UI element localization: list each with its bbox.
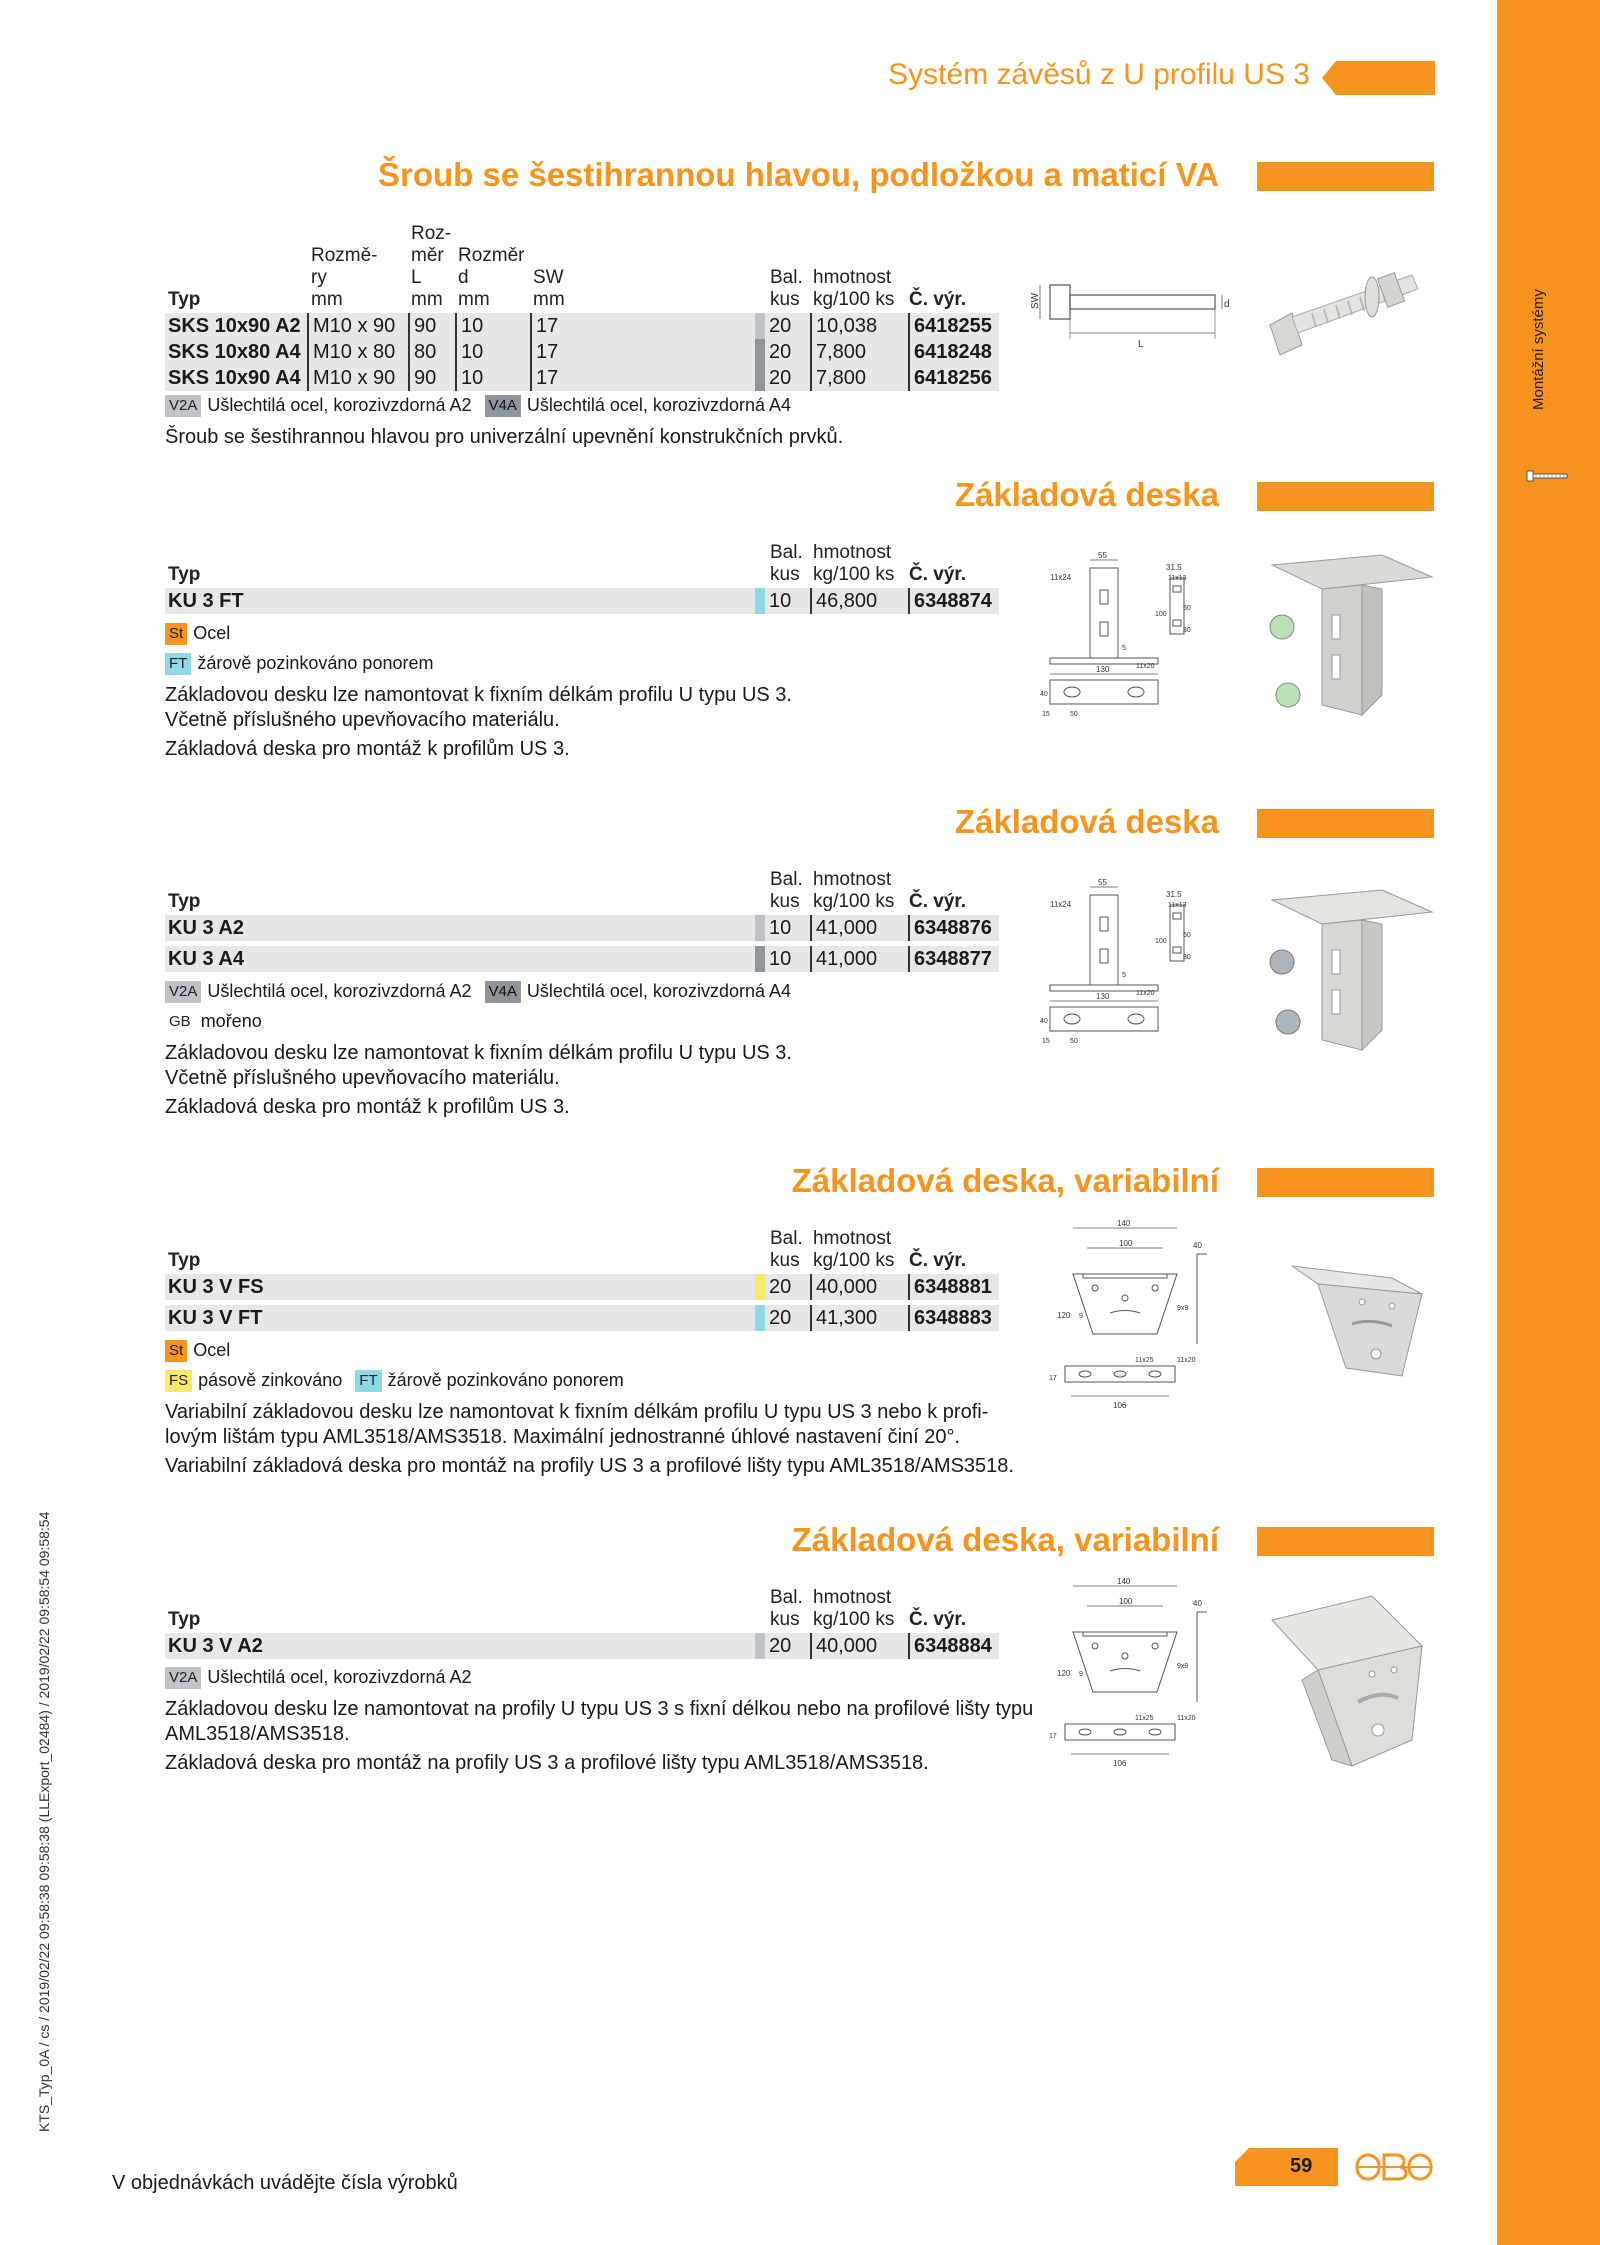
col-header-weight: hmotnost kg/100 ks xyxy=(813,542,895,585)
svg-text:100: 100 xyxy=(1119,1597,1133,1606)
svg-text:120: 120 xyxy=(1057,1669,1071,1678)
table-row: KU 3 A4 10 41,000 6348877 xyxy=(165,946,999,972)
description: Šroub se šestihrannou hlavou pro univerzální upevnění konstrukčních prvků. xyxy=(165,426,844,448)
legend-material: V2A Ušlechtilá ocel, korozivzdorná A2 V4A Ušlechtilá ocel, korozivzdorná A4 xyxy=(165,979,791,1003)
svg-text:17: 17 xyxy=(1049,1375,1057,1382)
legend-finish: FS pásově zinkováno FT žárově pozinkováno ponorem xyxy=(165,1368,624,1392)
page-number-tab xyxy=(1235,2148,1338,2186)
print-metadata: KTS_Typ_0A / cs / 2019/02/22 09:58:38 09:58:38 (LLExport_02484) / 2019/02/22 09:58:54 09:58:54 xyxy=(36,1511,52,2132)
legend-material: V2A Ušlechtilá ocel, korozivzdorná A2 V4A Ušlechtilá ocel, korozivzdorná A4 xyxy=(165,393,791,417)
col-header-weight: hmotnost kg/100 ks xyxy=(813,1587,895,1630)
col-header-weight: hmotnost kg/100 ks xyxy=(813,1228,895,1271)
base-plate-drawing xyxy=(1040,877,1190,1047)
svg-text:SW: SW xyxy=(1030,292,1041,309)
description: Základovou desku lze namontovat k fixním délkám profilu U typu US 3. Včetně příslušného upevňovacího materiálu. Základová deska pro montáž k profilům US 3. xyxy=(165,1042,792,1118)
svg-text:17: 17 xyxy=(1049,1733,1057,1740)
svg-text:5: 5 xyxy=(1122,972,1126,979)
col-header-typ: Typ xyxy=(168,1250,201,1271)
base-plate-photo xyxy=(1262,880,1442,1060)
svg-text:11x20: 11x20 xyxy=(1177,1357,1196,1364)
col-header-art: Č. výr. xyxy=(909,564,967,585)
sidebar-label: Montážní systémy xyxy=(1530,289,1547,410)
svg-text:9x9: 9x9 xyxy=(1177,1305,1189,1312)
svg-text:50: 50 xyxy=(1183,932,1191,939)
table-row: SKS 10x90 A2 M10 x 90 90 10 17 20 10,038 6418255 xyxy=(165,313,999,339)
svg-text:11x20: 11x20 xyxy=(1136,990,1155,997)
footer-note: V objednávkách uvádějte čísla výrobků xyxy=(112,2172,458,2194)
svg-text:11x20: 11x20 xyxy=(1136,663,1155,670)
svg-text:106: 106 xyxy=(1113,1759,1127,1768)
svg-text:130: 130 xyxy=(1096,992,1110,1001)
table-row: KU 3 V FT 20 41,300 6348883 xyxy=(165,1305,999,1331)
col-header-art: Č. výr. xyxy=(909,289,967,310)
col-header-weight: hmotnost kg/100 ks xyxy=(813,869,895,912)
svg-text:30: 30 xyxy=(1183,954,1191,961)
svg-text:40: 40 xyxy=(1193,1599,1202,1608)
svg-text:L: L xyxy=(1138,339,1144,350)
section-bar xyxy=(1257,162,1434,191)
svg-text:11x24: 11x24 xyxy=(1050,900,1072,909)
col-header-art: Č. výr. xyxy=(909,1250,967,1271)
svg-text:15: 15 xyxy=(1042,711,1050,718)
page-number: 59 xyxy=(1290,2155,1313,2177)
svg-text:50: 50 xyxy=(1183,605,1191,612)
col-header-dim1: Rozmě- ry mm xyxy=(311,245,378,310)
svg-text:140: 140 xyxy=(1117,1577,1131,1586)
svg-text:40: 40 xyxy=(1040,1018,1048,1025)
col-header-bal: Bal. kus xyxy=(770,1228,803,1271)
section-title: Základová deska, variabilní xyxy=(791,1162,1219,1199)
legend-finish: FT žárově pozinkováno ponorem xyxy=(165,651,433,675)
svg-text:100: 100 xyxy=(1155,938,1167,945)
variable-plate-drawing xyxy=(1035,1218,1215,1418)
svg-text:40: 40 xyxy=(1040,691,1048,698)
variable-plate-photo xyxy=(1262,1590,1442,1770)
svg-text:55: 55 xyxy=(1098,878,1107,887)
svg-text:9x9: 9x9 xyxy=(1177,1663,1189,1670)
col-header-weight: hmotnost kg/100 ks xyxy=(813,267,895,310)
col-header-dim2: Roz- měr L mm xyxy=(411,223,452,310)
col-header-bal: Bal. kus xyxy=(770,542,803,585)
page-header-title: Systém závěsů z U profilu US 3 xyxy=(888,58,1310,91)
svg-text:9: 9 xyxy=(1079,1313,1083,1320)
table-row: KU 3 V FS 20 40,000 6348881 xyxy=(165,1274,999,1300)
col-header-art: Č. výr. xyxy=(909,891,967,912)
svg-text:30: 30 xyxy=(1183,627,1191,634)
table-row: KU 3 FT 10 46,800 6348874 xyxy=(165,588,999,614)
section-bar xyxy=(1257,482,1434,511)
bolt-icon xyxy=(1526,468,1570,484)
table-row: SKS 10x90 A4 M10 x 90 90 10 17 20 7,800 6418256 xyxy=(165,365,999,391)
col-header-dim3: Rozměr d mm xyxy=(458,245,525,310)
section-title: Šroub se šestihrannou hlavou, podložkou a maticí VA xyxy=(377,156,1219,193)
col-header-typ: Typ xyxy=(168,289,201,310)
svg-text:120: 120 xyxy=(1057,1311,1071,1320)
svg-text:100: 100 xyxy=(1119,1239,1133,1248)
svg-text:31.5: 31.5 xyxy=(1166,563,1182,572)
svg-text:50: 50 xyxy=(1070,1038,1078,1045)
header-tab xyxy=(1322,61,1435,95)
variable-plate-photo xyxy=(1282,1258,1432,1388)
col-header-bal: Bal. kus xyxy=(770,869,803,912)
col-header-typ: Typ xyxy=(168,564,201,585)
col-header-typ: Typ xyxy=(168,1609,201,1630)
col-header-typ: Typ xyxy=(168,891,201,912)
svg-text:11x25: 11x25 xyxy=(1135,1357,1154,1364)
svg-text:140: 140 xyxy=(1117,1219,1131,1228)
legend-material: St Ocel xyxy=(165,1338,230,1362)
legend-material: V2A Ušlechtilá ocel, korozivzdorná A2 xyxy=(165,1665,472,1689)
svg-text:15: 15 xyxy=(1042,1038,1050,1045)
description: Základovou desku lze namontovat na profily U typu US 3 s fixní délkou nebo na profilové lišty typu AML3518/AMS3518. Základová deska pro montáž na profily US 3 a profilové lišty typu AML3518/AMS3518. xyxy=(165,1698,1034,1774)
table-row: SKS 10x80 A4 M10 x 80 80 10 17 20 7,800 6418248 xyxy=(165,339,999,365)
col-header-bal: Bal. kus xyxy=(770,1587,803,1630)
svg-text:11x25: 11x25 xyxy=(1135,1715,1154,1722)
section-title: Základová deska xyxy=(954,803,1219,840)
col-header-bal: Bal. kus xyxy=(770,267,803,310)
obo-logo xyxy=(1356,2152,1432,2182)
section-title: Základová deska xyxy=(954,476,1219,513)
description: Variabilní základovou desku lze namontovat k fixním délkám profilu U typu US 3 nebo k profi- lovým lištám typu AML3518/AMS3518. Maximální jednostranné úhlové nastavení činí 20°. Variabilní základová deska pro montáž na profily US 3 a profilové lišty typu AML3518/AMS3518. xyxy=(165,1401,1014,1477)
svg-text:5: 5 xyxy=(1122,645,1126,652)
section-bar xyxy=(1257,809,1434,838)
svg-text:11x13: 11x13 xyxy=(1168,575,1187,582)
bolt-photo xyxy=(1262,255,1442,365)
svg-text:130: 130 xyxy=(1096,665,1110,674)
svg-text:106: 106 xyxy=(1113,1401,1127,1410)
legend-material: St Ocel xyxy=(165,621,230,645)
variable-plate-drawing xyxy=(1035,1576,1215,1776)
base-plate-photo xyxy=(1262,545,1442,725)
svg-text:11x20: 11x20 xyxy=(1177,1715,1196,1722)
svg-text:50: 50 xyxy=(1070,711,1078,718)
table-row: KU 3 V A2 20 40,000 6348884 xyxy=(165,1633,999,1659)
table-row: KU 3 A2 10 41,000 6348876 xyxy=(165,915,999,941)
legend-finish: GB mořeno xyxy=(169,1011,262,1031)
svg-text:11x13: 11x13 xyxy=(1168,902,1187,909)
section-title: Základová deska, variabilní xyxy=(791,1521,1219,1558)
svg-text:9: 9 xyxy=(1079,1671,1083,1678)
svg-text:55: 55 xyxy=(1098,551,1107,560)
svg-text:31.5: 31.5 xyxy=(1166,890,1182,899)
svg-text:d: d xyxy=(1224,299,1230,310)
bolt-drawing xyxy=(1030,265,1230,355)
svg-text:11x24: 11x24 xyxy=(1050,573,1072,582)
base-plate-drawing xyxy=(1040,550,1190,720)
svg-text:100: 100 xyxy=(1155,611,1167,618)
description: Základovou desku lze namontovat k fixním délkám profilu U typu US 3. Včetně příslušného upevňovacího materiálu. Základová deska pro montáž k profilům US 3. xyxy=(165,684,792,760)
section-bar xyxy=(1257,1168,1434,1197)
col-header-dim4: SW mm xyxy=(533,267,565,310)
section-bar xyxy=(1257,1527,1434,1556)
col-header-art: Č. výr. xyxy=(909,1609,967,1630)
svg-text:40: 40 xyxy=(1193,1241,1202,1250)
